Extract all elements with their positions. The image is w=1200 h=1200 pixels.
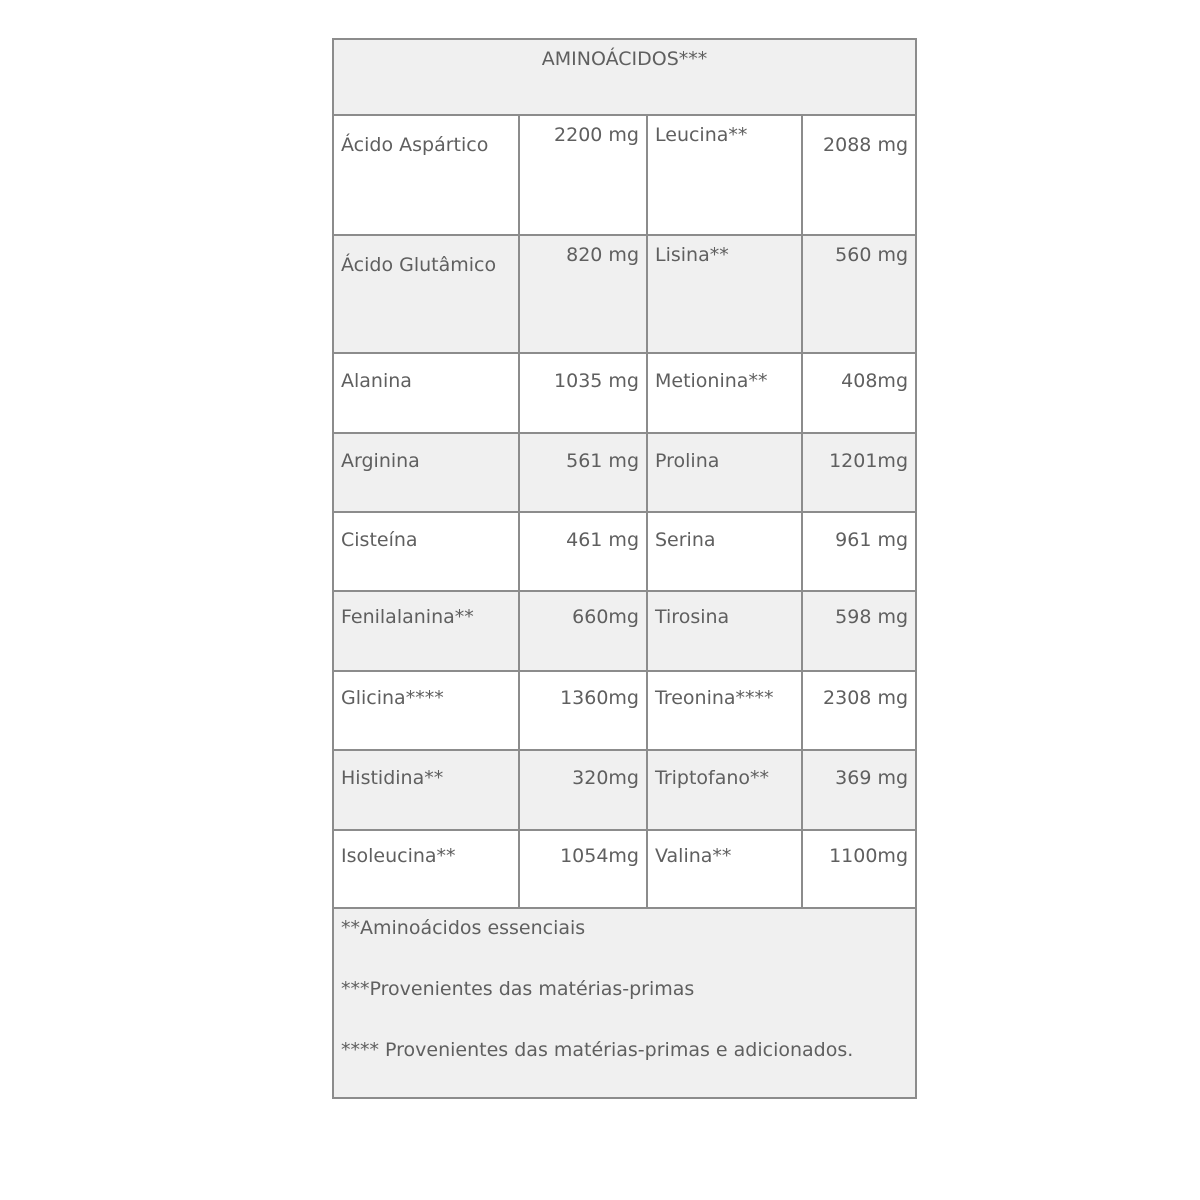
amino-value: 369 mg (802, 750, 916, 830)
footnote: **** Provenientes das matérias-primas e adicionados. (341, 1039, 854, 1061)
amino-name: Treonina**** (647, 671, 802, 750)
amino-value: 1100mg (802, 830, 916, 908)
footnote: ***Provenientes das matérias-primas (341, 978, 695, 1000)
table-row (333, 353, 916, 433)
amino-value: 660mg (519, 591, 647, 671)
amino-value: 1201mg (802, 433, 916, 512)
table-row (333, 591, 916, 671)
table-row (333, 512, 916, 591)
table-row (333, 433, 916, 512)
table-title: AMINOÁCIDOS*** (333, 39, 916, 115)
amino-name: Ácido Glutâmico (333, 235, 519, 353)
footnote: **Aminoácidos essenciais (341, 917, 586, 939)
amino-value: 408mg (802, 353, 916, 433)
amino-name: Serina (647, 512, 802, 591)
amino-name: Isoleucina** (333, 830, 519, 908)
amino-value: 2308 mg (802, 671, 916, 750)
amino-value: 1360mg (519, 671, 647, 750)
amino-value: 461 mg (519, 512, 647, 591)
amino-value: 1035 mg (519, 353, 647, 433)
amino-name: Cisteína (333, 512, 519, 591)
table-header-row (333, 39, 916, 115)
amino-acids-table (332, 38, 917, 1099)
amino-value: 560 mg (802, 235, 916, 353)
notes-row (333, 908, 916, 1098)
amino-value: 561 mg (519, 433, 647, 512)
table-row (333, 830, 916, 908)
footnotes (333, 908, 916, 1098)
amino-name: Metionina** (647, 353, 802, 433)
amino-value: 820 mg (519, 235, 647, 353)
amino-name: Alanina (333, 353, 519, 433)
amino-name: Glicina**** (333, 671, 519, 750)
amino-name: Arginina (333, 433, 519, 512)
amino-name: Fenilalanina** (333, 591, 519, 671)
amino-name: Valina** (647, 830, 802, 908)
table-row (333, 115, 916, 235)
table-row (333, 750, 916, 830)
amino-value: 961 mg (802, 512, 916, 591)
amino-value: 2088 mg (802, 115, 916, 235)
table-row (333, 235, 916, 353)
amino-name: Histidina** (333, 750, 519, 830)
amino-name: Ácido Aspártico (333, 115, 519, 235)
amino-name: Tirosina (647, 591, 802, 671)
amino-value: 320mg (519, 750, 647, 830)
amino-name: Lisina** (647, 235, 802, 353)
amino-name: Prolina (647, 433, 802, 512)
amino-value: 1054mg (519, 830, 647, 908)
amino-name: Triptofano** (647, 750, 802, 830)
amino-name: Leucina** (647, 115, 802, 235)
amino-value: 598 mg (802, 591, 916, 671)
table-row (333, 671, 916, 750)
amino-value: 2200 mg (519, 115, 647, 235)
